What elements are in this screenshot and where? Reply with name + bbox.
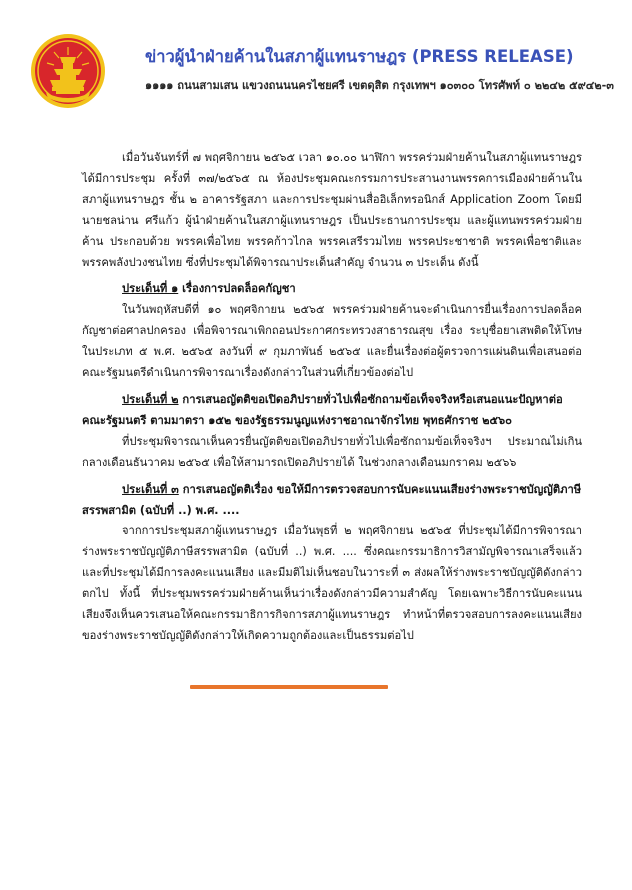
section-3-title: การเสนอญัตติเรื่อง ขอให้มีการตรวจสอบการนับคะแนนเสียงร่างพระราชบัญญัติภาษีสรรพสามิต (ฉบับที่ ..) พ.ศ. .... xyxy=(82,482,582,517)
section-3-heading xyxy=(82,480,582,522)
section-1-body: ในวันพฤหัสบดีที่ ๑๐ พฤศจิกายน ๒๕๖๕ พรรคร่วมฝ่ายค้านจะดำเนินการยื่นเรื่องการปลดล็อคกัญชาต่อศาลปกครอง เพื่อพิจารณาเพิกถอนประกาศกระทรวงสาธารณสุข เรื่อง ระบุชื่อยาเสพติดให้โทษในประเภท ๕ พ.ศ. ๒๕๖๕ ลงวันที่ ๙ กุมภาพันธ์ ๒๕๖๕ และยื่นเรื่องต่อผู้ตรวจการแผ่นดินเพื่อเสนอต่อคณะรัฐมนตรีดำเนินการพิจารณาเรื่องดังกล่าวในส่วนที่เกี่ยวข้องต่อไป xyxy=(82,303,582,380)
office-address: ๑๑๑๑ ถนนสามเสน แขวงถนนนครไชยศรี เขตดุสิต กรุงเทพฯ ๑๐๓๐๐ โทรศัพท์ ๐ ๒๒๔๒ ๕๙๔๒-๓ xyxy=(145,79,614,92)
intro-paragraph: เมื่อวันจันทร์ที่ ๗ พฤศจิกายน ๒๕๖๕ เวลา ๑๐.๐๐ นาฬิกา พรรคร่วมฝ่ายค้านในสภาผู้แทนราษฎร ได้มีการประชุม ครั้งที่ ๓๗/๒๕๖๕ ณ ห้องประชุมคณะกรรมการประสานงานพรรคการเมืองฝ่ายค้านในสภาผู้แทนราษฎร ชั้น ๒ อาคารรัฐสภา และการประชุมผ่านสื่ออิเล็กทรอนิกส์ Application Zoom โดยมีนายชลน่าน ศรีแก้ว ผู้นำฝ่ายค้านในสภาผู้แทนราษฎร เป็นประธานการประชุม และผู้แทนพรรคร่วมฝ่ายค้าน ประกอบด้วย พรรคเพื่อไทย พรรคก้าวไกล พรรคเสรีรวมไทย พรรคประชาชาติ พรรคเพื่อชาติและพรรคพลังปวงชนไทย ซึ่งที่ประชุมได้พิจารณาประเด็นสำคัญ จำนวน ๓ ประเด็น ดังนี้ xyxy=(82,151,582,269)
section-3-label: ประเด็นที่ ๓ xyxy=(122,482,179,496)
parliament-emblem-icon xyxy=(30,33,106,109)
section-2-title: การเสนอญัตติขอเปิดอภิปรายทั่วไปเพื่อซักถามข้อเท็จจริงหรือเสนอแนะปัญหาต่อคณะรัฐมนตรี ตามมาตรา ๑๕๒ ของรัฐธรรมนูญแห่งราชอาณาจักรไทย พุทธศักราช ๒๕๖๐ xyxy=(82,392,563,427)
press-release-title: ข่าวผู้นำฝ่ายค้านในสภาผู้แทนราษฎร (PRESS RELEASE) xyxy=(145,47,574,66)
section-2-heading xyxy=(82,390,582,432)
section-3-body: จากการประชุมสภาผู้แทนราษฎร เมื่อวันพุธที่ ๒ พฤศจิกายน ๒๕๖๕ ที่ประชุมได้มีการพิจารณาร่างพระราชบัญญัติภาษีสรรพสามิต (ฉบับที่ ..) พ.ศ. .... ซึ่งคณะกรรมาธิการวิสามัญพิจารณาเสร็จแล้ว และที่ประชุมได้มีการลงคะแนนเสียง และมีมติไม่เห็นชอบในวาระที่ ๓ ส่งผลให้ร่างพระราชบัญญัติดังกล่าวตกไป ทั้งนี้ ที่ประชุมพรรคร่วมฝ่ายค้านเห็นว่าเรื่องดังกล่าวมีความสำคัญ โดยเฉพาะวิธีการนับคะแนนเสียงจึงเห็นควรเสนอให้คณะกรรมาธิการกิจการสภาผู้แทนราษฎร ทำหน้าที่ตรวจสอบการลงคะแนนเสียงของร่างพระราชบัญญัติดังกล่าวให้เกิดความถูกต้องและเป็นธรรมต่อไป xyxy=(82,524,582,642)
section-1-heading xyxy=(82,279,582,300)
footer-divider xyxy=(190,685,388,689)
section-2-label: ประเด็นที่ ๒ xyxy=(122,392,179,406)
press-release-body xyxy=(82,148,582,647)
section-1-label: ประเด็นที่ ๑ xyxy=(122,282,179,296)
section-1-title: เรื่องการปลดล็อคกัญชา xyxy=(182,282,296,296)
section-2-body: ที่ประชุมพิจารณาเห็นควรยื่นญัตติขอเปิดอภิปรายทั่วไปเพื่อซักถามข้อเท็จจริงฯ ประมาณไม่เกินกลางเดือนธันวาคม ๒๕๖๕ เพื่อให้สามารถเปิดอภิปรายได้ ในช่วงกลางเดือนมกราคม ๒๕๖๖ xyxy=(82,434,582,469)
